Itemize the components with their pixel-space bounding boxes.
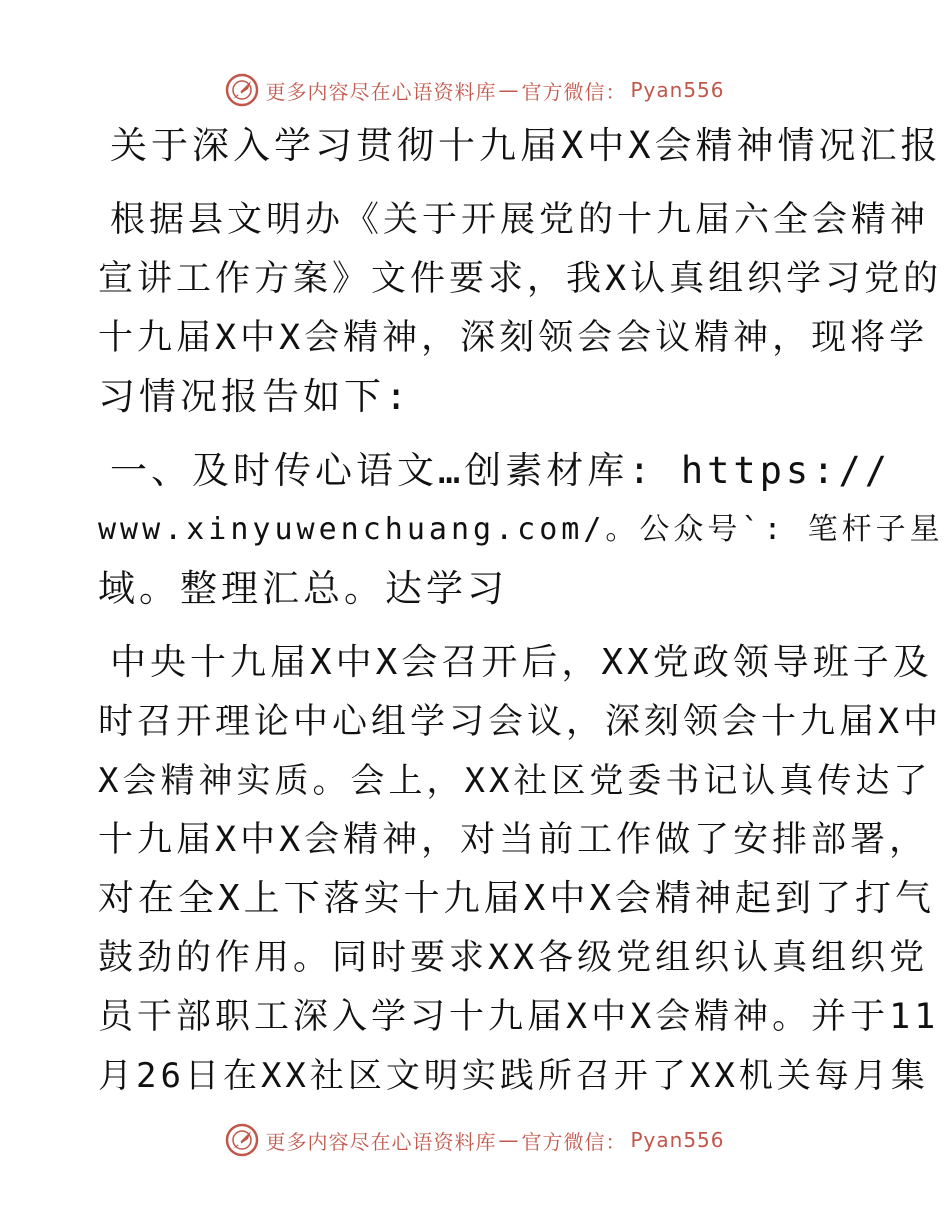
paragraph-line: 十九届X中X会精神，深刻领会会议精神，现将学 xyxy=(98,318,929,358)
section-heading-line: 域。整理汇总。达学习 xyxy=(98,567,508,610)
quill-logo-icon xyxy=(225,1123,259,1157)
paragraph-line: 鼓劲的作用。同时要求XX各级党组织认真组织党 xyxy=(98,938,929,978)
paragraph-line: 员干部职工深入学习十九届X中X会精神。并于11 xyxy=(98,997,940,1037)
section-heading-line: 一、及时传心语文…创素材库: https:// xyxy=(110,449,892,492)
watermark-header xyxy=(0,70,950,110)
paragraph-line: 中央十九届X中X会召开后，XX党政领导班子及 xyxy=(110,642,933,683)
watermark-footer xyxy=(0,1120,950,1160)
watermark-official-label: 官方微信： xyxy=(521,79,627,104)
watermark-dash: — xyxy=(498,1128,520,1152)
paragraph-line: 十九届X中X会精神，对当前工作做了安排部署， xyxy=(98,820,929,860)
quill-logo-icon xyxy=(225,73,259,107)
section-heading-line: www.xinyuwenchuang.com/。公众号`: 笔杆子星 xyxy=(98,512,944,547)
paragraph-line: 根据县文明办《关于开展党的十九届六全会精神 xyxy=(110,200,930,240)
paragraph-line: 习情况报告如下: xyxy=(98,375,412,418)
paragraph-line: 宣讲工作方案》文件要求，我X认真组织学习党的 xyxy=(98,259,943,299)
watermark-text: 更多内容尽在心语资料库 xyxy=(265,1129,497,1154)
watermark-text: 更多内容尽在心语资料库 xyxy=(265,79,497,104)
watermark-dash: — xyxy=(498,78,520,102)
document-title: 关于深入学习贯彻十九届X中X会精神情况汇报 xyxy=(110,124,942,167)
watermark-account: Pyan556 xyxy=(630,1128,725,1152)
paragraph-line: 月26日在XX社区文明实践所召开了XX机关每月集 xyxy=(98,1056,929,1096)
watermark-official-label: 官方微信： xyxy=(521,1129,627,1154)
paragraph-line: X会精神实质。会上，XX社区党委书记认真传达了 xyxy=(98,761,932,801)
paragraph-line: 时召开理论中心组学习会议，深刻领会十九届X中 xyxy=(98,702,943,742)
paragraph-line: 对在全X上下落实十九届X中X会精神起到了打气 xyxy=(98,878,936,919)
watermark-account: Pyan556 xyxy=(630,78,725,102)
